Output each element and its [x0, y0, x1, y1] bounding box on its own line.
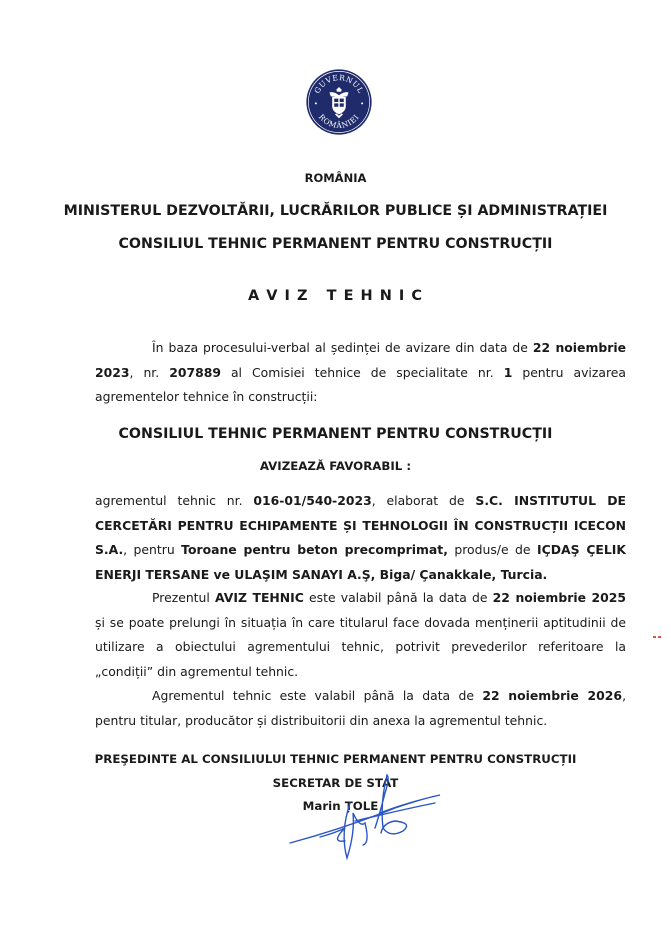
decision-heading: AVIZEAZĂ FAVORABIL :	[259, 459, 412, 473]
text: , pentru	[123, 542, 182, 557]
signatory-role: PREŞEDINTE AL CONSILIULUI TEHNIC PERMANENT PENTRU CONSTRUCȚII	[94, 752, 577, 766]
producer-name: IÇDAŞ ÇELIK ENERJI TERSANE ve ULAŞIM SANAYI A.Ş, Biga/ Çanakkale, Turcia.	[95, 542, 626, 582]
emblem-text-bottom: ROMÂNIEI	[316, 112, 362, 130]
government-emblem-icon	[305, 68, 373, 136]
meeting-date: 22 noiembrie 2023	[95, 340, 626, 380]
commission-number: 1	[503, 364, 513, 380]
signatory-name: Marin ȚOLE	[302, 799, 379, 813]
text: Agrementul tehnic este valabil până la data de	[152, 688, 483, 703]
council-heading-top: CONSILIUL TEHNIC PERMANENT PENTRU CONSTRUCȚII	[118, 236, 553, 252]
text: , elaborat de	[371, 493, 476, 508]
text: și se poate prelungi în situația în care titularul face dovada menținerii aptitudinii de utilizare a obiectului agrementului tehnic, potrivit prevederilor referitoare la „condiții” din agrementul tehnic.	[95, 614, 626, 679]
text: este valabil până la data de	[303, 590, 493, 605]
agreement-author: S.C. INSTITUTUL DE CERCETĂRI PENTRU ECHIPAMENTE ȘI TEHNOLOGII ÎN CONSTRUCȚII ICECON S.A.	[95, 493, 626, 557]
text: , nr.	[129, 364, 170, 380]
text: Prezentul	[152, 590, 216, 605]
ministry-heading: MINISTERUL DEZVOLTĂRII, LUCRĂRILOR PUBLICE ȘI ADMINISTRAȚIEI	[63, 203, 608, 219]
emblem-text-top: GUVERNUL	[312, 73, 366, 95]
validity-paragraph	[95, 586, 626, 684]
agreement-number: 016-01/540-2023	[253, 493, 372, 508]
text: În baza procesului-verbal al ședinței de avizare din data de	[152, 340, 533, 355]
document-title: A V I Z T E H N I C	[248, 288, 423, 304]
product-name: Toroane pentru beton precomprimat,	[181, 542, 448, 557]
text: al Comisiei tehnice de specialitate nr.	[220, 364, 504, 380]
minutes-number: 207889	[169, 364, 221, 380]
document-type: AVIZ TEHNIC	[215, 590, 304, 605]
text: produs/e de	[447, 542, 537, 557]
signature-icon	[285, 773, 445, 868]
agreement-validity-date: 22 noiembrie 2026	[482, 688, 623, 703]
agreement-paragraph	[95, 489, 626, 587]
intro-paragraph	[95, 336, 626, 410]
agreement-validity-paragraph	[95, 684, 626, 733]
council-heading: CONSILIUL TEHNIC PERMANENT PENTRU CONSTRUCȚII	[118, 426, 553, 442]
country-heading: ROMÂNIA	[304, 171, 367, 185]
text: pentru avizarea agrementelor tehnice în construcții:	[95, 364, 626, 404]
text: agrementul tehnic nr.	[95, 493, 254, 508]
text: , pentru titular, producător și distribuitorii din anexa la agrementul tehnic.	[95, 688, 627, 728]
signatory-position: SECRETAR DE STAT	[272, 776, 399, 790]
scan-mark-icon	[653, 635, 661, 639]
validity-date: 22 noiembrie 2025	[492, 590, 626, 605]
